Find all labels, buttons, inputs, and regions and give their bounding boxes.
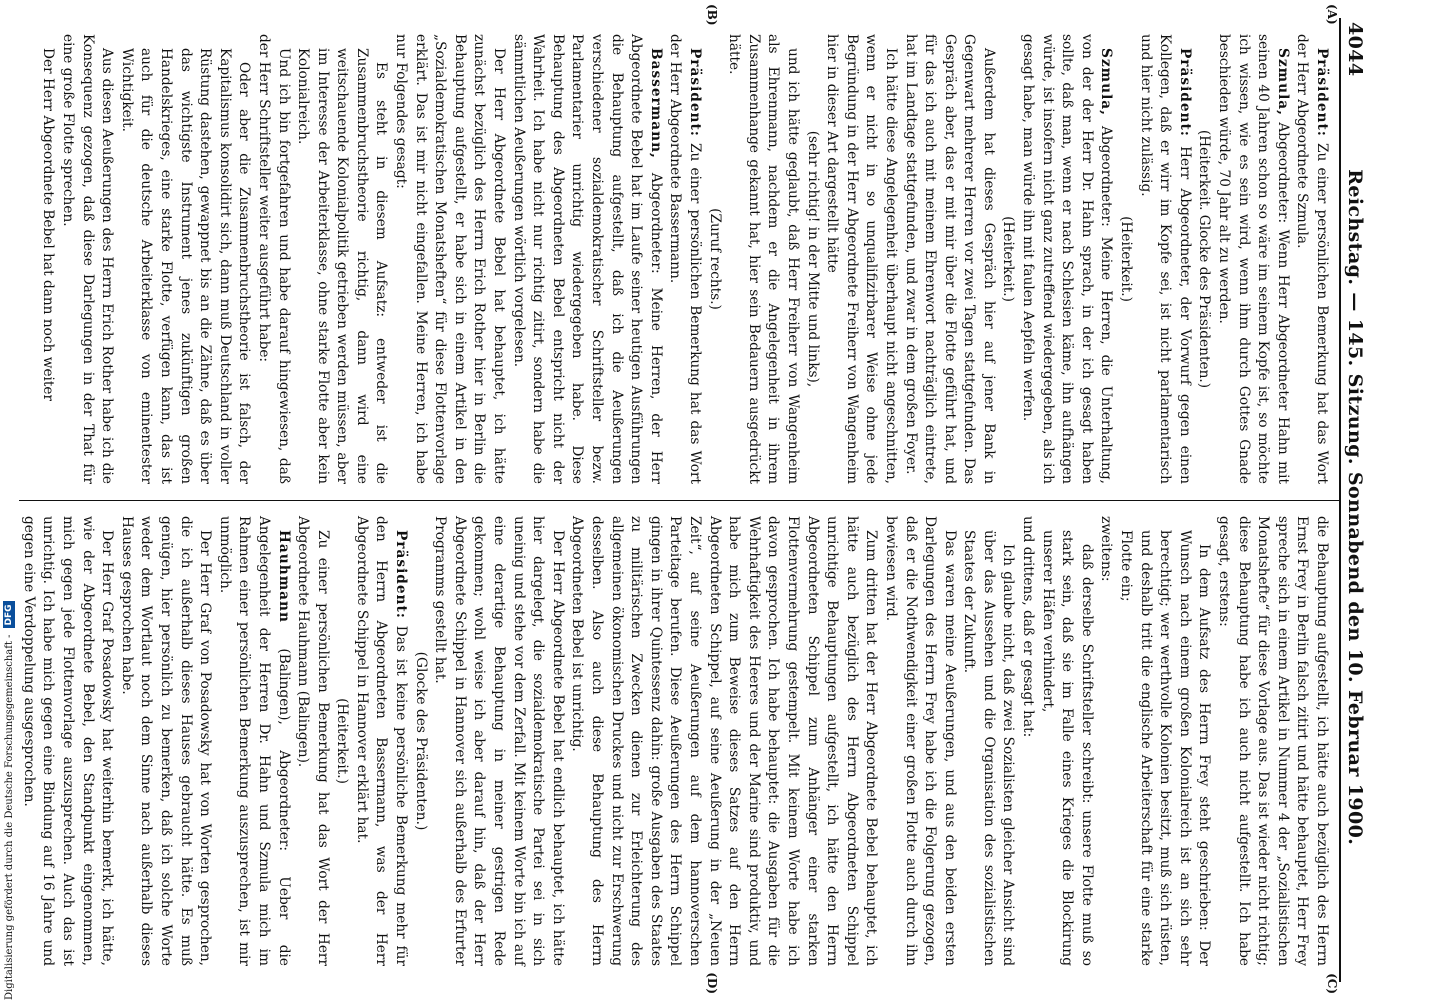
left-column [19, 4, 1339, 500]
paragraph-text: Das ist keine persönliche Bemerkung mehr für den Herrn Abgeordneten Bassermann, was der Herr Abgeordnete Schippel in Hannover erklärt hat. [353, 516, 410, 966]
paragraph [391, 34, 509, 484]
paragraph [116, 516, 214, 966]
paragraph [724, 34, 802, 484]
paragraph [1115, 516, 1213, 966]
paragraph-text: Zu einer persönlichen Bemerkung hat das Wort der Herr Abgeordnete Bassermann. [667, 34, 703, 484]
paragraph [38, 34, 58, 484]
paragraph [1018, 34, 1116, 484]
paragraph [880, 516, 958, 966]
margin-marker-d: (D) [705, 972, 719, 994]
digitization-credit [2, 380, 16, 1000]
paragraph [1096, 516, 1116, 966]
stage-direction: (Heiterkeit. Glocke des Präsidenten.) [1196, 129, 1213, 389]
paragraph [1018, 516, 1038, 966]
stage-direction: (sehr richtig! in der Mitte und links), [804, 130, 821, 388]
paragraph-text: Es steht in diesem Aufsatz: entweder ist die Zusammenbruchstheorie richtig, dann wird eine weitschauende Kolonialpolitik getrieben werden müssen, aber im Interesse der Arbeiterklasse, ohne starke Flotte aber kein Kolonialreich. [295, 48, 390, 484]
paragraph-text: die Behauptung aufgestellt, ich hätte auch bezüglich des Herrn Ernst Frey in Berlin falsch zitirt und hätte behauptet, Herr Frey spreche sich in einem Artikel in Nummer 4 der „Sozialistischen Monatshefte“ für diese Vorlage aus. Das ist wieder nicht richtig; diese Behauptung habe ich auch nicht aufgestellt. Ich habe gesagt, erstens: [1216, 516, 1330, 966]
paragraph-text: Zu einer persönlichen Bemerkung hat das Wort der Herr Abgeordnete Hauhmann (Balingen). [295, 516, 331, 966]
paragraph [1213, 34, 1291, 484]
margin-marker-b: (B) [705, 4, 719, 26]
paragraph [1135, 34, 1194, 484]
margin-marker-c: (C) [1325, 973, 1339, 994]
paragraph-text: Zum dritten hat der Herr Abgeordnete Bebel behauptet, ich hätte auch bezüglich des Herrn Abgeordneten Schippel unrichtige Behauptungen aufgestellt, ich hätte den Herrn Abgeordneten Schippel zum Anhänger einer starken Flottenvermehrung gestempelt. Mit keinem Worte habe ich davon gesprochen. Ich habe behauptet: die Ausgaben für die Wehrhaftigkeit des Heeres und der Marine sind produktiv, und habe mich zum Beweise dieses Satzes auf den Herrn Abgeordneten Schippel, auf seine Aeußerung in der „Neuen Zeit“, auf seine Aeußerungen auf dem hannoverschen Parteitage berufen. Diese Aeußerungen des Herrn Schippel gingen in ihrer Quintessenz dahin: große Ausgaben des Staates zu militärischen Zwecken dienen zur Erleichterung des allgemeinen ökonomischen Druckes und nicht zur Erschwerung desselben. Also auch diese Behauptung des Herrn Abgeordneten Bebel ist unrichtig. [569, 516, 880, 966]
paragraph-text: Der Herr Abgeordnete Bebel hat dann noch weiter [40, 48, 57, 402]
credit-text: Digitalisierung gefördert durch die Deutsche Forschungsgemeinschaft - [3, 634, 15, 1000]
paragraph-text: Ich glaube nicht, daß zwei Sozialisten gleicher Ansicht sind über das Aussehen und die Organisation des sozialistischen Staates der Zukunft. [961, 530, 1017, 966]
page-header [1339, 18, 1374, 982]
paragraph [253, 34, 292, 484]
paragraph-text: Der Herr Graf Posadowsky hat weiterhin bemerkt, ich hätte, wie der Abgeordnete Bebel, den Standpunkt eingenommen, mich gegen jede Flottenvorlage auszusprechen. Auch das ist unrichtig. Ich habe mich gegen eine Bindung auf 16 Jahre und gegen eine Verdoppelung ausgesprochen. [20, 516, 116, 966]
speaker-name: Szmula, [1098, 48, 1115, 116]
page-number: 4044 [1344, 22, 1366, 77]
paragraph-text: Ich hätte diese Angelegenheit überhaupt nicht angeschnitten, wenn er nicht in so unqualifizirbarer Weise ohne jede Begründung in der Herr Abgeordnete Freiherr von Wangenheim hier in dieser Art dargestellt hätte [824, 34, 899, 484]
paragraph-text: Das waren meine Aeußerungen, und aus den beiden ersten Darlegungen des Herrn Frey habe ich die Folgerung gezogen, daß er die Nothwendigkeit einer großen Flotte auch durch ihn bewiesen wird. [882, 516, 958, 966]
margin-marker-a: (A) [1325, 4, 1339, 25]
paragraph [665, 34, 704, 484]
paragraph [116, 34, 253, 484]
stage-direction: (Zuruf rechts.) [706, 208, 723, 310]
paragraph [57, 34, 116, 484]
speaker-name: Präsident: [393, 530, 410, 619]
paragraph-text: Der Herr Abgeordnete Bebel hat behauptet, ich hätte zunächst bezüglich des Herrn Erich Rother hier in Berlin die Behauptung aufgestellt, er habe sich in einem Artikel in den „Sozialdemokratischen Monatsheften“ für diese Flottenvorlage erklärt. Das ist mir nicht eingefallen. Meine Herren, ich habe nur Folgendes gesagt: [393, 34, 508, 484]
paragraph-text: Der Herr Abgeordnete Bebel hat endlich behauptet, ich hätte hier dargelegt, die sozialdemokratische Partei sei in sich uneinig und stehe vor dem Zerfall. Mit keinem Worte bin ich auf eine derartige Behauptung in meiner gestrigen Rede gekommen; wohl weise ich aber darauf hin, daß der Herr Abgeordnete Schippel in Hannover sich außerhalb des Erfurter Programms gestellt hat. [432, 516, 566, 966]
speaker-name: Präsident: [1314, 48, 1330, 137]
paragraph [293, 34, 391, 484]
speaker-name: Präsident: [687, 48, 703, 137]
paragraph [430, 516, 567, 966]
paragraph [1213, 516, 1331, 966]
paragraph [822, 34, 900, 484]
page-title: Reichstag. — 145. Sitzung. Sonnabend den 10. Februar 1900. [1344, 169, 1366, 846]
paragraph [900, 34, 998, 484]
stage-direction: (Heiterkeit.) [334, 698, 351, 784]
paragraph [214, 516, 292, 966]
paragraph-text: daß derselbe Schriftsteller schreibt: unsere Flotte muß so stark sein, daß sie im Falle eines Krieges die Blockirung unserer Häfen verhindert, [1039, 530, 1095, 966]
stage-direction: (Heiterkeit.) [1118, 216, 1135, 302]
text-columns [19, 4, 1339, 994]
paragraph-text: Außerdem hat dieses Gespräch hier auf jener Bank in Gegenwart mehrerer Herren vor zwei Tagen stattgefunden. Das Gespräch aber, das er mit mir über die Flotte geführt hat, und für das ich auch mit meinem Ehrenwort nachträglich eintrete, hat im Landtage stattgefunden, und zwar in dem großen Foyer. [902, 34, 997, 484]
paragraph-text: Und ich bin fortgefahren und habe darauf hingewiesen, daß der Herr Schriftsteller weiter ausgeführt habe: [255, 34, 292, 484]
dfg-logo: DFG [3, 601, 15, 628]
paragraph-text: und drittens, daß er gesagt hat: [1020, 516, 1037, 738]
paragraph [351, 516, 410, 966]
speaker-name: Präsident: [1176, 48, 1193, 137]
paragraph-text: Abgeordneter: Meine Herren, der Herr Abgeordnete Bebel hat im Laufe seiner heutigen Ausführungen die Behauptung aufgestellt, daß ich die Aeußerungen verschiedener sozialdemokratischer Schriftsteller bezw. Parlamentarier unrichtig wiedergegeben habe. Diese Behauptung des Abgeordneten Bebel entspricht nicht der Wahrheit. Ich habe nicht nur richtig zitirt, sondern habe die sämmtlichen Aeußerungen wörtlich vorgelesen. [510, 34, 664, 484]
paragraph [1037, 516, 1096, 966]
paragraph-text: zweitens: [1098, 516, 1115, 582]
paragraph [18, 516, 116, 966]
paragraph-text: In dem Aufsatz des Herrn Frey steht geschrieben: Der Wunsch nach einem großen Kolonialreich ist an sich sehr berechtigt; wer werthvolle Kolonien besitzt, muß sich rüsten, und deshalb tritt die englische Arbeiterschaft für eine starke Flotte ein; [1118, 530, 1213, 966]
speaker-name: Szmula, [1274, 48, 1291, 116]
paragraph-text: (Balingen), Abgeordneter: Ueber die Angelegenheit der Herren Dr. Hahn und Szmula mich im Rahmen einer persönlichen Bemerkung auszusprechen, ist mir unmöglich. [216, 516, 292, 966]
paragraph-text: Abgeordneter: Wenn Herr Abgeordneter Hahn mit seinen 40 Jahren schon so wäre im seinem Kopfe ist, so möchte ich wissen, wie es sein wird, wenn ihm durch Gottes Gnade beschieden würde, 70 Jahr alt zu werden. [1216, 34, 1291, 485]
speaker-name: Bassermann, [647, 48, 664, 159]
paragraph [567, 516, 881, 966]
paragraph-text: und ich hätte geglaubt, daß Herr Freiherr von Wangenheim als Ehrenmann, nachdem er die Angelegenheit in ihrem Zusammenhange gekannt hat, hier sein Bedauern ausgedrückt hätte. [726, 34, 801, 484]
paragraph-text: Abgeordneter: Meine Herren, die Unterhaltung, von der der Herr Dr. Hahn sprach, in der ich gesagt haben sollte, daß man, wenn er nach Schlesien käme, ihn aufhängen würde, ist insofern nicht ganz zutreffend wiedergegeben, als ich gesagt habe, man würde ihn mit faulen Aepfeln werfen. [1020, 34, 1115, 484]
paragraph-text: Herr Abgeordneter, der Vorwurf gegen einen Kollegen, daß er wirr im Kopfe sei, ist nicht parlamentarisch und hier nicht zulässig. [1137, 34, 1193, 484]
paragraph [508, 34, 665, 484]
paragraph-text: Aus diesen Aeußerungen des Herrn Erich Rother habe ich die Konsequenz gezogen, daß diese Darlegungen in der That für eine große Flotte sprechen. [60, 34, 116, 484]
speaker-name: Hauhmann [275, 530, 292, 623]
paragraph [959, 516, 1018, 966]
paragraph [1292, 34, 1331, 484]
stage-direction: (Glocke des Präsidenten.) [412, 651, 429, 831]
paragraph-text: Der Herr Graf von Posadowsky hat von Worten gesprochen, die ich außerhalb dieses Hauses gebraucht hätte. Es muß genügen, hier persönlich zu bemerken, daß ich solche Worte weder dem Wortlaut noch dem Sinne nach außerhalb dieses Hauses gesprochen habe. [118, 516, 214, 966]
right-column [19, 500, 1339, 994]
paragraph [293, 516, 332, 966]
paragraph-text: Oder aber die Zusammenbruchstheorie ist falsch, der Kapitalismus konsolidirt sich, dann muß Deutschland in voller Rüstung dastehen, gewappnet bis an die Zähne, daß es über das wichtigste Instrument jenes zukünftigen großen Handelskrieges, eine starke Flotte, verfügen kann, das ist auch für die deutsche Arbeiterklasse von eminentester Wichtigkeit. [118, 48, 253, 484]
stage-direction: (Heiterkeit.) [1000, 216, 1017, 302]
paragraph-text: Zu einer persönlichen Bemerkung hat das Wort der Herr Abgeordnete Szmula. [1294, 34, 1330, 484]
